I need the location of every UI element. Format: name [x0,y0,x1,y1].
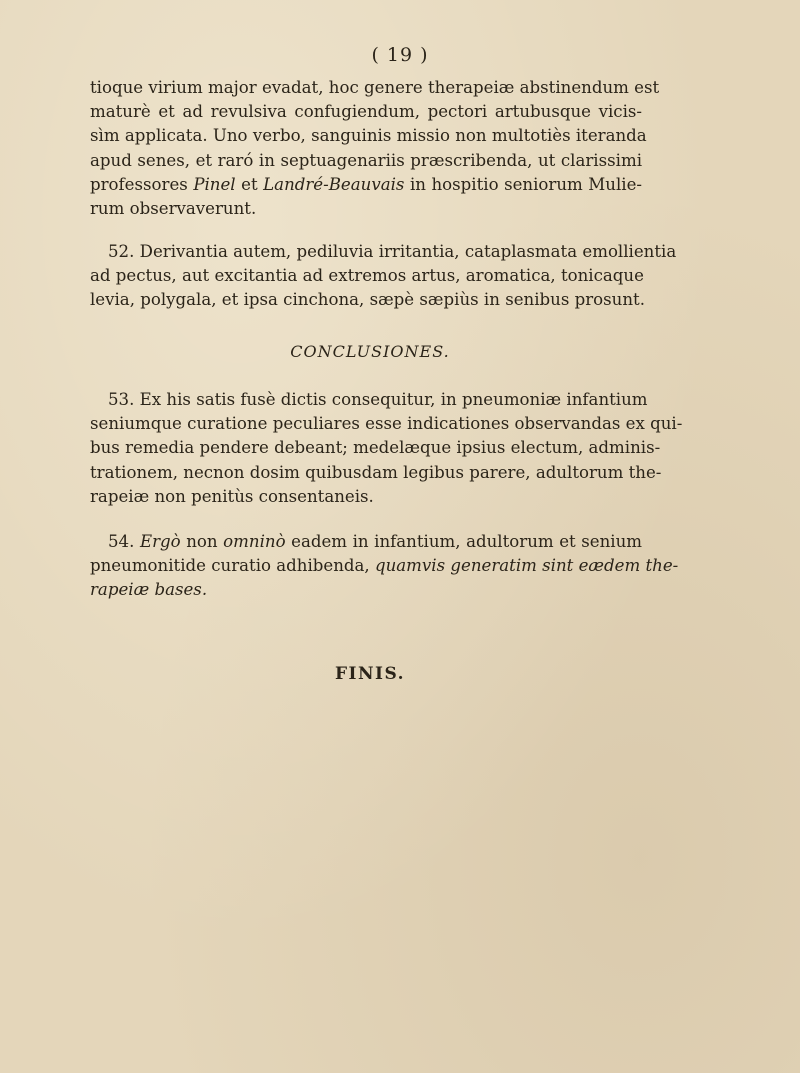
text-segment: non [180,532,224,551]
text-segment: 54. [108,532,140,551]
paragraph-54 [90,530,679,603]
text-line [90,578,642,602]
section-heading: CONCLUSIONES. [290,342,450,361]
text-line [90,173,642,197]
paragraph-52 [90,240,677,313]
text-italic: omninò [223,532,286,551]
author-name-landre-beauvais: Landré-Beauvais [263,174,405,194]
finis-label: FINIS. [334,664,406,684]
text-line: tioque virium major evadat, hoc genere therapeiæ abstinendum est [90,78,660,97]
text-line: sìm applicata. Uno verbo, sanguinis missio non multotiès iteranda [90,126,647,146]
text-segment: in hospitio seniorum Mulie- [404,174,642,194]
paragraph-53 [90,388,683,509]
text-line: rapeiæ non penitùs consentaneis. [90,486,374,506]
text-segment: et [235,174,264,194]
author-name-pinel: Pinel [193,174,236,194]
text-line [90,554,679,578]
text-line: apud senes, et raró in septuagenariis præscribenda, ut clarissimi [90,150,642,170]
text-line: 52. Derivantia autem, pediluvia irritantia, cataplasmata emollientia [108,242,677,261]
text-line: 53. Ex his satis fusè dictis consequitur, in pneumoniæ infantium [108,390,648,409]
text-segment: eadem in infantium, adultorum et senium [285,532,643,551]
text-line: trationem, necnon dosim quibusdam legibus parere, adultorum the- [90,462,662,482]
text-line: maturè et ad revulsiva confugiendum, pectori artubusque vicis- [90,102,642,122]
text-line: levia, polygala, et ipsa cinchona, sæpè sæpiùs in senibus prosunt. [90,290,645,310]
text-line: bus remedia pendere debeant; medelæque ipsius electum, adminis- [90,438,661,458]
text-segment: professores [90,174,194,194]
text-line: seniumque curatione peculiares esse indicationes observandas ex qui- [90,414,683,434]
text-line [90,530,642,554]
text-italic: rapeiæ bases. [90,580,208,600]
text-italic: Ergò [139,532,181,551]
text-segment: pneumonitide curatio adhibenda, [90,556,375,576]
text-italic: quamvis generatim sint eædem the- [374,556,679,576]
paragraph-intro [90,76,660,221]
page-number: ( 19 ) [371,44,429,66]
text-line: rum observaverunt. [90,199,257,219]
text-line: ad pectus, aut excitantia ad extremos artus, aromatica, tonicaque [90,266,644,286]
